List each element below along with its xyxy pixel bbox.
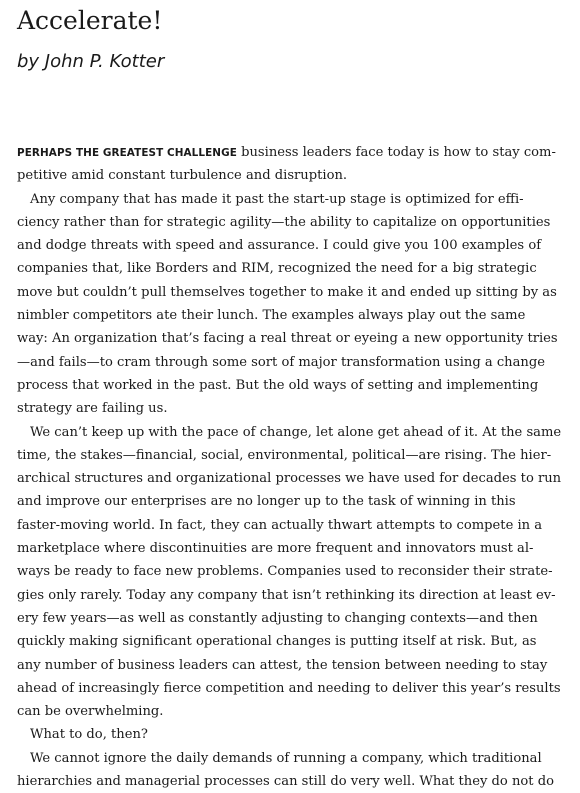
body-line: ahead of increasingly fierce competition and needing to deliver this year’s results (17, 680, 561, 696)
body-line: move but couldn’t pull themselves together to make it and ended up sitting by as (17, 284, 557, 300)
body-line: and dodge threats with speed and assurance. I could give you 100 examples of (17, 238, 542, 254)
body-line: nimbler competitors ate their lunch. The examples always play out the same (17, 308, 526, 324)
body-line (17, 141, 567, 164)
body-line: quickly making significant operational changes is putting itself at risk. But, as (17, 634, 537, 650)
body-line-text: business leaders face today is how to stay com- (236, 145, 556, 160)
body-line: companies that, like Borders and RIM, recognized the need for a big strategic (17, 261, 537, 277)
body-line: time, the stakes—financial, social, environmental, political—are rising. The hier- (17, 447, 552, 463)
article-title: Accelerate! (17, 6, 163, 35)
body-line: marketplace where discontinuities are more frequent and innovators must al- (17, 541, 534, 557)
article-byline: by John P. Kotter (17, 51, 165, 72)
body-line: strategy are failing us. (17, 401, 168, 417)
body-line: any number of business leaders can attest, the tension between needing to stay (17, 657, 548, 673)
body-line: can be overwhelming. (17, 704, 164, 720)
body-line: and improve our enterprises are no longer up to the task of winning in this (17, 494, 516, 510)
article-body (17, 141, 567, 793)
body-line: petitive amid constant turbulence and disruption. (17, 168, 348, 184)
paragraph-first-line: We cannot ignore the daily demands of running a company, which traditional (30, 750, 542, 766)
lead-in-text: PERHAPS THE GREATEST CHALLENGE (17, 147, 237, 159)
body-line: ciency rather than for strategic agility—the ability to capitalize on opportunities (17, 214, 551, 230)
body-line: way: An organization that’s facing a real threat or eyeing a new opportunity tries (17, 331, 558, 347)
body-line: hierarchies and managerial processes can still do very well. What they do not do (17, 774, 554, 790)
body-line: archical structures and organizational processes we have used for decades to run (17, 471, 562, 487)
paragraph-first-line: We can’t keep up with the pace of change, let alone get ahead of it. At the same (30, 424, 562, 440)
body-line: faster-moving world. In fact, they can actually thwart attempts to compete in a (17, 517, 543, 533)
body-line: gies only rarely. Today any company that isn’t rethinking its direction at least ev- (17, 587, 556, 603)
paragraph-first-line: What to do, then? (30, 727, 148, 743)
paragraph-first-line: Any company that has made it past the start-up stage is optimized for effi- (30, 191, 524, 207)
body-line: process that worked in the past. But the old ways of setting and implementing (17, 377, 539, 393)
body-line: ery few years—as well as constantly adjusting to changing contexts—and then (17, 610, 538, 626)
body-line: —and fails—to cram through some sort of major transformation using a change (17, 354, 545, 370)
body-line: ways be ready to face new problems. Companies used to reconsider their strate- (17, 564, 553, 580)
